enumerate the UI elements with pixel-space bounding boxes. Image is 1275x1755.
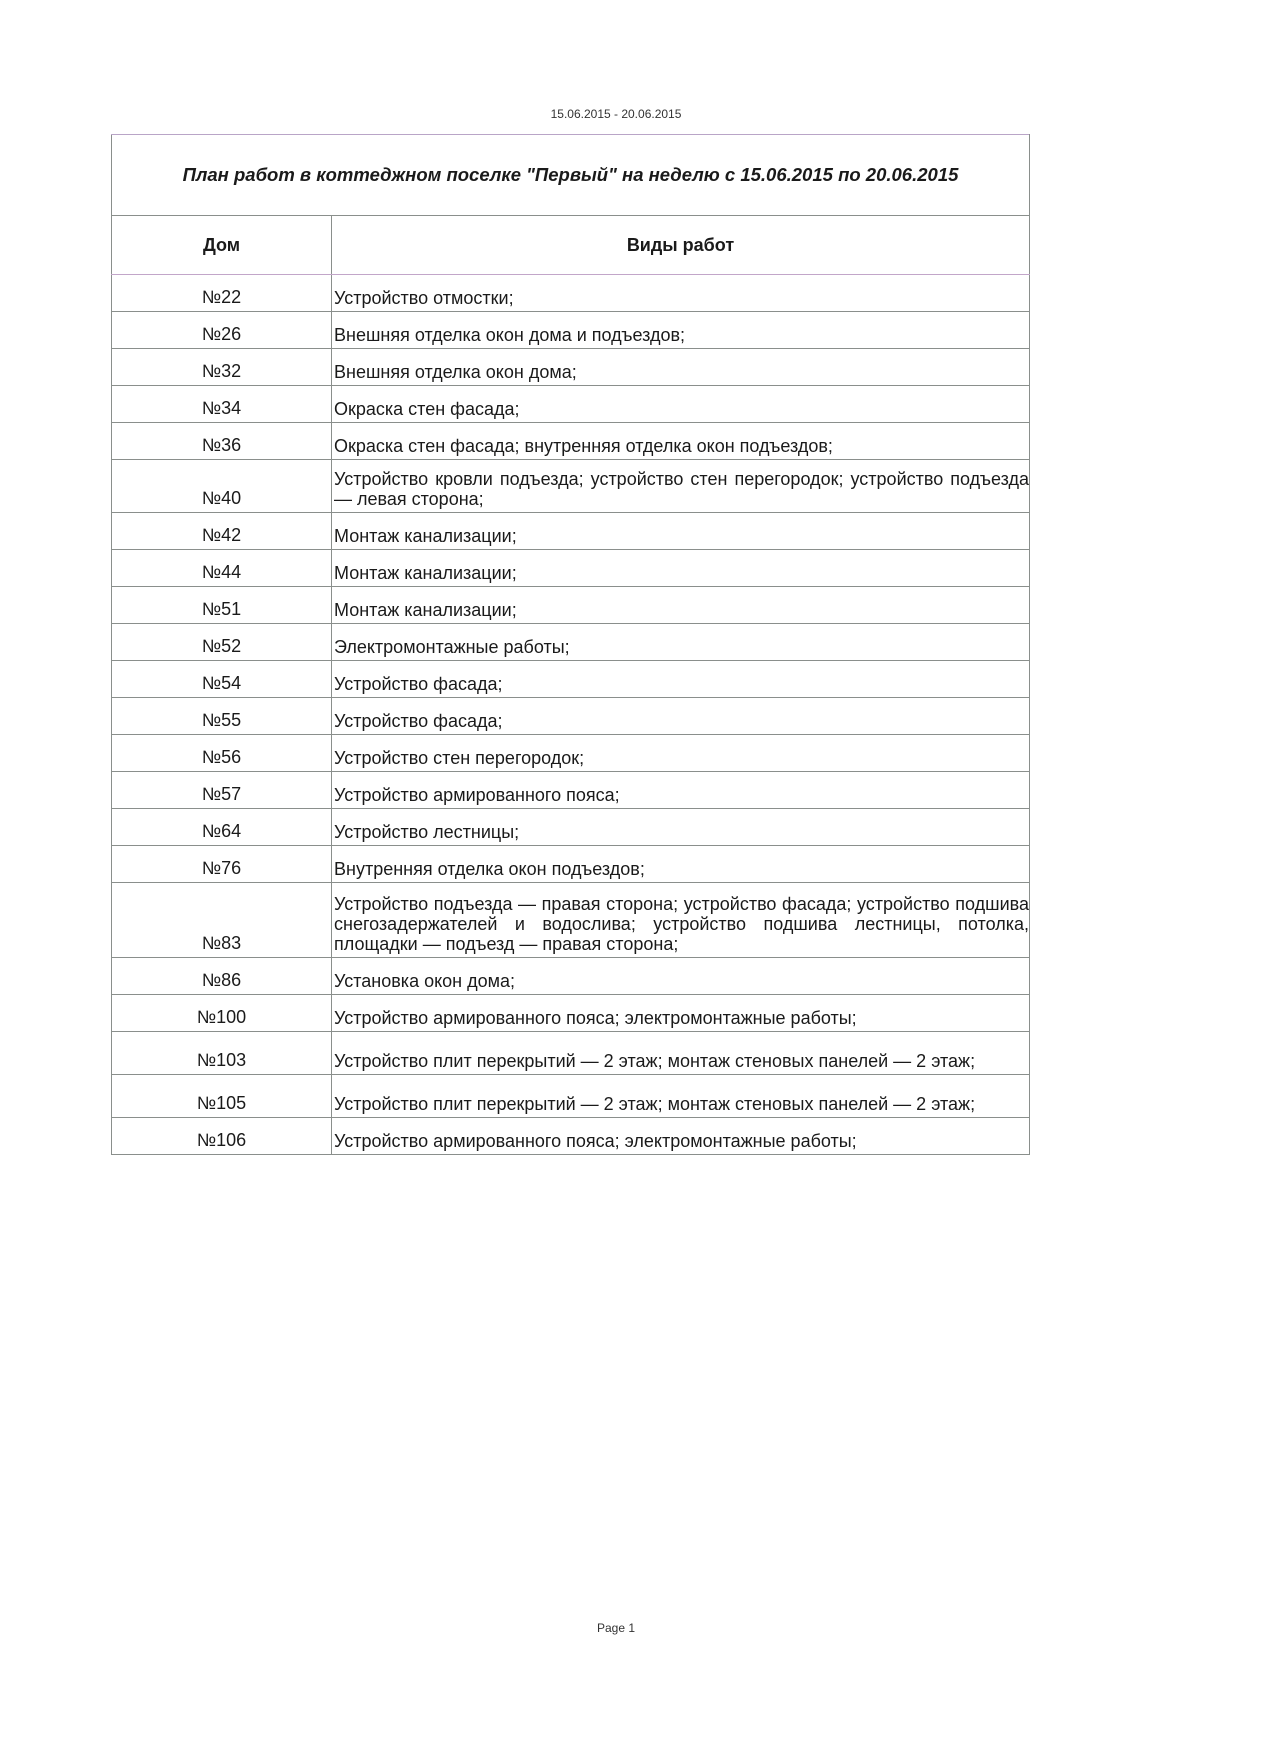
works-description-cell: Монтаж канализации; [332, 550, 1030, 587]
house-number-cell: №55 [112, 698, 332, 735]
table-row [112, 846, 1030, 883]
works-description-cell: Монтаж канализации; [332, 587, 1030, 624]
house-number-cell: №76 [112, 846, 332, 883]
work-plan-table [111, 134, 1030, 1155]
house-number-cell: №36 [112, 423, 332, 460]
house-number-cell: №26 [112, 312, 332, 349]
house-number-cell: №64 [112, 809, 332, 846]
house-number-cell: №56 [112, 735, 332, 772]
house-number-cell: №22 [112, 275, 332, 312]
table-row [112, 1032, 1030, 1075]
table-row [112, 772, 1030, 809]
works-description-cell: Устройство стен перегородок; [332, 735, 1030, 772]
column-header-house: Дом [112, 216, 332, 275]
house-number-cell: №105 [112, 1075, 332, 1118]
house-number-cell: №106 [112, 1118, 332, 1155]
works-description-cell: Устройство фасада; [332, 698, 1030, 735]
works-description-cell: Устройство плит перекрытий — 2 этаж; монтаж стеновых панелей — 2 этаж; [332, 1032, 1030, 1075]
table-row [112, 995, 1030, 1032]
table-row [112, 661, 1030, 698]
works-description-cell: Монтаж канализации; [332, 513, 1030, 550]
table-row [112, 883, 1030, 958]
house-number-cell: №54 [112, 661, 332, 698]
house-number-cell: №83 [112, 883, 332, 958]
table-row [112, 275, 1030, 312]
works-description-cell: Устройство кровли подъезда; устройство стен перегородок; устройство подъезда — левая сторона; [332, 460, 1030, 513]
works-description-cell: Электромонтажные работы; [332, 624, 1030, 661]
house-number-cell: №52 [112, 624, 332, 661]
table-row [112, 698, 1030, 735]
table-row [112, 587, 1030, 624]
works-description-cell: Устройство армированного пояса; электромонтажные работы; [332, 1118, 1030, 1155]
works-description-cell: Устройство отмостки; [332, 275, 1030, 312]
table-row [112, 423, 1030, 460]
works-description-cell: Устройство плит перекрытий — 2 этаж; монтаж стеновых панелей — 2 этаж; [332, 1075, 1030, 1118]
works-description-cell: Внешняя отделка окон дома и подъездов; [332, 312, 1030, 349]
table-row [112, 735, 1030, 772]
works-description-cell: Устройство лестницы; [332, 809, 1030, 846]
table-title: План работ в коттеджном поселке "Первый" на неделю с 15.06.2015 по 20.06.2015 [112, 135, 1030, 216]
works-description-cell: Установка окон дома; [332, 958, 1030, 995]
works-description-cell: Окраска стен фасада; [332, 386, 1030, 423]
works-description-cell: Внутренняя отделка окон подъездов; [332, 846, 1030, 883]
house-number-cell: №103 [112, 1032, 332, 1075]
column-header-works: Виды работ [332, 216, 1030, 275]
table-row [112, 1118, 1030, 1155]
house-number-cell: №86 [112, 958, 332, 995]
house-number-cell: №51 [112, 587, 332, 624]
works-description-cell: Устройство армированного пояса; [332, 772, 1030, 809]
table-row [112, 312, 1030, 349]
page-number: Page 1 [596, 1621, 636, 1635]
works-description-cell: Устройство фасада; [332, 661, 1030, 698]
table-row [112, 958, 1030, 995]
house-number-cell: №100 [112, 995, 332, 1032]
house-number-cell: №32 [112, 349, 332, 386]
table-row [112, 624, 1030, 661]
house-number-cell: №44 [112, 550, 332, 587]
page-header-date-range: 15.06.2015 - 20.06.2015 [550, 107, 682, 121]
table-row [112, 460, 1030, 513]
works-description-cell: Окраска стен фасада; внутренняя отделка окон подъездов; [332, 423, 1030, 460]
works-description-cell: Устройство подъезда — правая сторона; устройство фасада; устройство подшива снегозадержателей и водослива; устройство подшива лестницы, потолка, площадки — подъезд — правая сторона; [332, 883, 1030, 958]
table-row [112, 349, 1030, 386]
house-number-cell: №57 [112, 772, 332, 809]
table-row [112, 1075, 1030, 1118]
house-number-cell: №40 [112, 460, 332, 513]
works-description-cell: Внешняя отделка окон дома; [332, 349, 1030, 386]
table-row [112, 386, 1030, 423]
table-row [112, 513, 1030, 550]
table-row [112, 550, 1030, 587]
house-number-cell: №42 [112, 513, 332, 550]
house-number-cell: №34 [112, 386, 332, 423]
table-row [112, 809, 1030, 846]
works-description-cell: Устройство армированного пояса; электромонтажные работы; [332, 995, 1030, 1032]
